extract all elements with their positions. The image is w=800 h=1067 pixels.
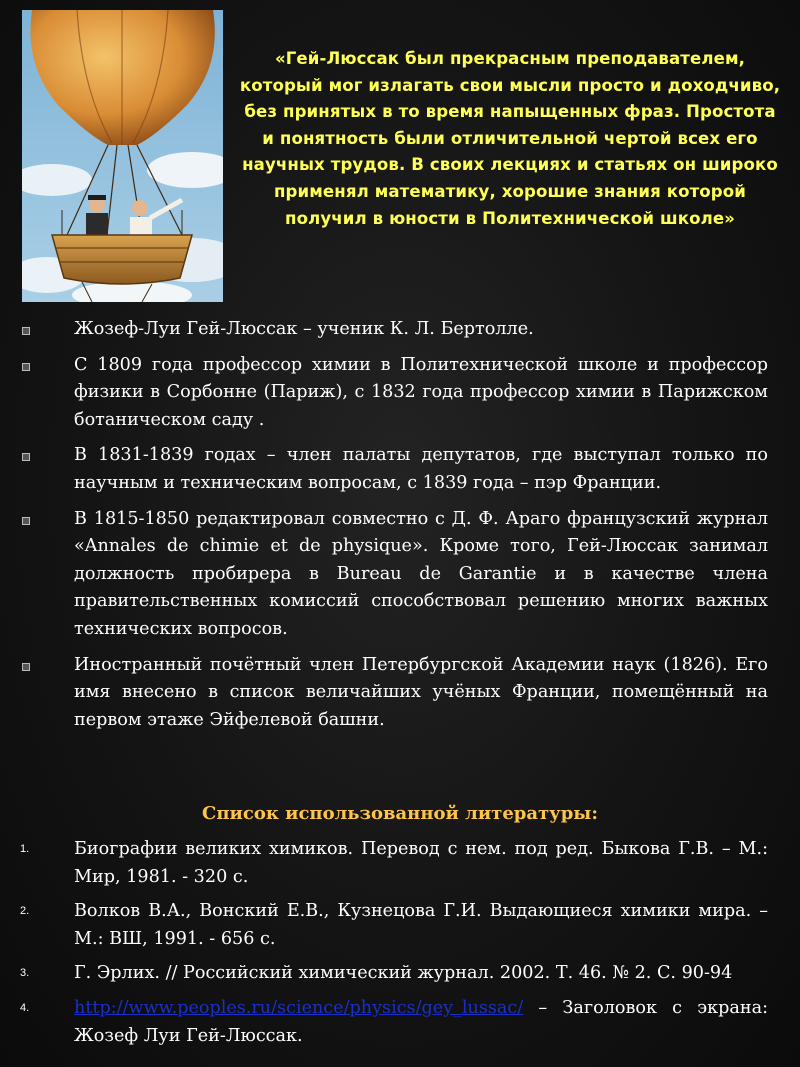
bullet-text: С 1809 года профессор химии в Политехнической школе и профессор физики в Сорбонне (Париж), с 1832 года профессор химии в Парижском ботаническом саду . (74, 354, 768, 430)
square-bullet-icon (22, 663, 30, 671)
reference-text: Волков В.А., Вонский Е.В., Кузнецова Г.И. Выдающиеся химики мира. – М.: ВШ, 1991. - 656 с. (74, 901, 768, 949)
references-heading: Список использованной литературы: (202, 803, 598, 824)
bullet-text: Жозеф-Луи Гей-Люссак – ученик К. Л. Бертолле. (74, 319, 534, 339)
reference-item (0, 836, 800, 891)
reference-number: 2. (20, 905, 30, 918)
reference-item (0, 898, 800, 953)
reference-text: Г. Эрлих. // Российский химический журнал. 2002. Т. 46. № 2. С. 90-94 (74, 963, 733, 984)
balloon-illustration (22, 10, 223, 302)
bullet-item (0, 506, 800, 644)
square-bullet-icon (22, 453, 30, 461)
bullet-text: Иностранный почётный член Петербургской Академии наук (1826). Его имя внесено в список величайших учёных Франции, помещённый на первом этаже Эйфелевой башни. (74, 654, 768, 730)
reference-number: 4. (20, 1001, 30, 1014)
square-bullet-icon (22, 363, 30, 371)
reference-number: 3. (20, 967, 30, 980)
square-bullet-icon (22, 517, 30, 525)
hot-air-balloon-picture (22, 10, 223, 302)
references-list (0, 836, 800, 1057)
quote-text: «Гей-Люссак был прекрасным преподавателем, который мог излагать свои мысли просто и доходчиво, без принятых в то время напыщенных фраз. Простота и понятность были отличительной чертой всех его научных трудов. В своих лекциях и статьях он широко применял математику, хорошие знания которой получил в юности в Политехнической школе» (239, 49, 781, 228)
bullet-item (0, 316, 800, 344)
square-bullet-icon (22, 327, 30, 335)
reference-link[interactable]: http://www.peoples.ru/science/physics/gey_lussac/ (74, 997, 524, 1018)
reference-text: – Заголовок с экрана: Жозеф Луи Гей-Люссак. (74, 997, 768, 1046)
reference-item (0, 960, 800, 988)
bullet-text: В 1815-1850 редактировал совместно с Д. Ф. Араго французский журнал «Annales de chimie et de physique». Кроме того, Гей-Люссак занимал должность пробирера в Bureau de Garantie и в качестве члена правительственных комиссий способствовал решению многих важных технических вопросов. (74, 508, 768, 639)
bullet-list (0, 316, 800, 742)
bullet-item (0, 442, 800, 497)
reference-number: 1. (20, 843, 30, 855)
reference-item (0, 995, 800, 1050)
reference-text: Биографии великих химиков. Перевод с нем. под ред. Быкова Г.В. – М.: Мир, 1981. - 320 с. (74, 839, 768, 887)
bullet-item (0, 352, 800, 435)
bullet-text: В 1831-1839 годах – член палаты депутатов, где выступал только по научным и техническим вопросам, с 1839 года – пэр Франции. (74, 445, 768, 493)
bullet-item (0, 652, 800, 735)
